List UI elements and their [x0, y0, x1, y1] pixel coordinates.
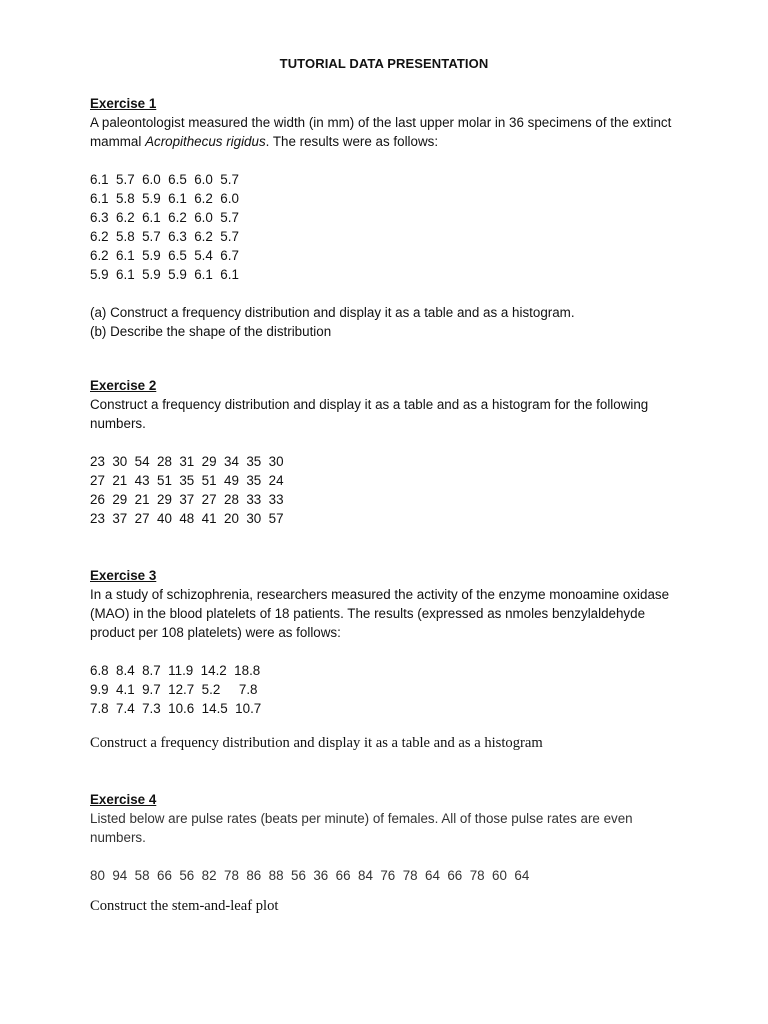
species-name: Acropithecus rigidus	[145, 134, 266, 149]
data-row: 23 30 54 28 31 29 34 35 30	[90, 454, 284, 469]
data-row: 27 21 43 51 35 51 49 35 24	[90, 473, 284, 488]
exercise-1-intro-end: . The results were as follows:	[265, 134, 439, 149]
exercise-4-intro: Listed below are pulse rates (beats per minute) of females. All of those pulse rates are even numbers.	[90, 811, 633, 845]
exercise-3-data	[90, 661, 680, 718]
exercise-1-question-b: (b) Describe the shape of the distribution	[90, 324, 332, 339]
data-row: 6.2 5.8 5.7 6.3 6.2 5.7	[90, 229, 239, 244]
data-row: 5.9 6.1 5.9 5.9 6.1 6.1	[90, 267, 239, 282]
exercise-1-intro	[90, 113, 680, 151]
page-title: TUTORIAL DATA PRESENTATION	[279, 56, 489, 71]
exercise-4-task: Construct the stem-and-leaf plot	[90, 898, 279, 914]
exercise-2-data	[90, 452, 680, 528]
exercise-3	[90, 566, 680, 753]
exercise-3-task: Construct a frequency distribution and display it as a table and as a histogram	[90, 735, 543, 751]
data-row: 23 37 27 40 48 41 20 30 57	[90, 511, 284, 526]
exercise-1-intro-text: A paleontologist measured the width (in mm) of the last upper molar in 36 specimens of the extinct mammal	[90, 115, 672, 149]
exercise-4	[90, 790, 680, 916]
exercise-4-heading: Exercise 4	[90, 792, 157, 807]
exercise-2-intro: Construct a frequency distribution and display it as a table and as a histogram for the following numbers.	[90, 397, 649, 431]
exercise-3-heading: Exercise 3	[90, 568, 157, 583]
data-row: 6.2 6.1 5.9 6.5 5.4 6.7	[90, 248, 239, 263]
exercise-2-heading: Exercise 2	[90, 378, 157, 393]
exercise-3-intro: In a study of schizophrenia, researchers measured the activity of the enzyme monoamine oxidase (MAO) in the blood platelets of 18 patients. The results (expressed as nmoles benzylaldehyde product per 108 platelets) were as follows:	[90, 587, 670, 640]
data-row: 80 94 58 66 56 82 78 86 88 56 36 66 84 76 78 64 66 78 60 64	[90, 868, 530, 883]
data-row: 26 29 21 29 37 27 28 33 33	[90, 492, 284, 507]
data-row: 7.8 7.4 7.3 10.6 14.5 10.7	[90, 701, 262, 716]
data-row: 6.1 5.8 5.9 6.1 6.2 6.0	[90, 191, 239, 206]
exercise-1-data	[90, 170, 680, 284]
exercise-1	[90, 94, 680, 341]
exercise-2	[90, 376, 680, 528]
data-row: 9.9 4.1 9.7 12.7 5.2 7.8	[90, 682, 258, 697]
data-row: 6.1 5.7 6.0 6.5 6.0 5.7	[90, 172, 239, 187]
data-row: 6.8 8.4 8.7 11.9 14.2 18.8	[90, 663, 261, 678]
exercise-1-question-a: (a) Construct a frequency distribution and display it as a table and as a histogram.	[90, 305, 575, 320]
exercise-1-heading: Exercise 1	[90, 96, 157, 111]
data-row: 6.3 6.2 6.1 6.2 6.0 5.7	[90, 210, 239, 225]
